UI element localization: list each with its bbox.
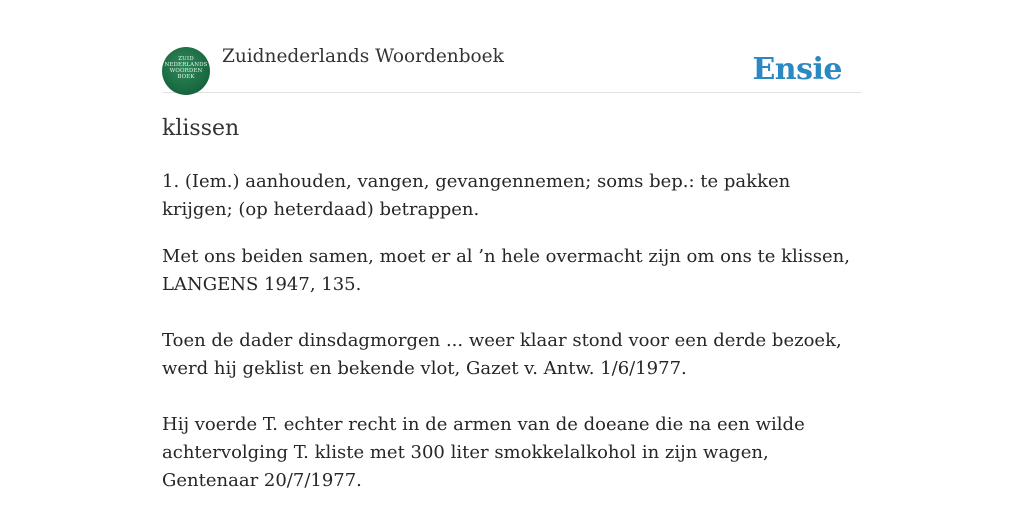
logo-line: NEDERLANDS [164,62,208,68]
site-name-link[interactable]: Zuidnederlands Woordenboek [222,46,504,67]
entry-quote: Met ons beiden samen, moet er al ’n hele overmacht zijn om ons te klissen, LANGENS 1947, 135. [162,246,850,295]
site-logo[interactable] [162,47,210,95]
entry-definition: 1. (Iem.) aanhouden, vangen, gevangennemen; soms bep.: te pakken krijgen; (op heterdaad) betrappen. [162,171,791,220]
logo-line: BOEK [177,74,195,80]
logo-text [162,56,210,80]
entry-title: klissen [162,116,240,141]
logo-line: ZUID [178,56,194,62]
entry-quote: Toen de dader dinsdagmorgen ... weer klaar stond voor een derde bezoek, werd hij geklist en bekende vlot, Gazet v. Antw. 1/6/1977. [162,330,842,379]
logo-line: WOORDEN [169,68,203,74]
ensie-brand-link[interactable]: Ensie [752,52,842,87]
entry-quote: Hij voerde T. echter recht in de armen van de doeane die na een wilde achtervolging T. kliste met 300 liter smokkelalkohol in zijn wagen, Gentenaar 20/7/1977. [162,414,805,491]
site-header [162,46,862,93]
